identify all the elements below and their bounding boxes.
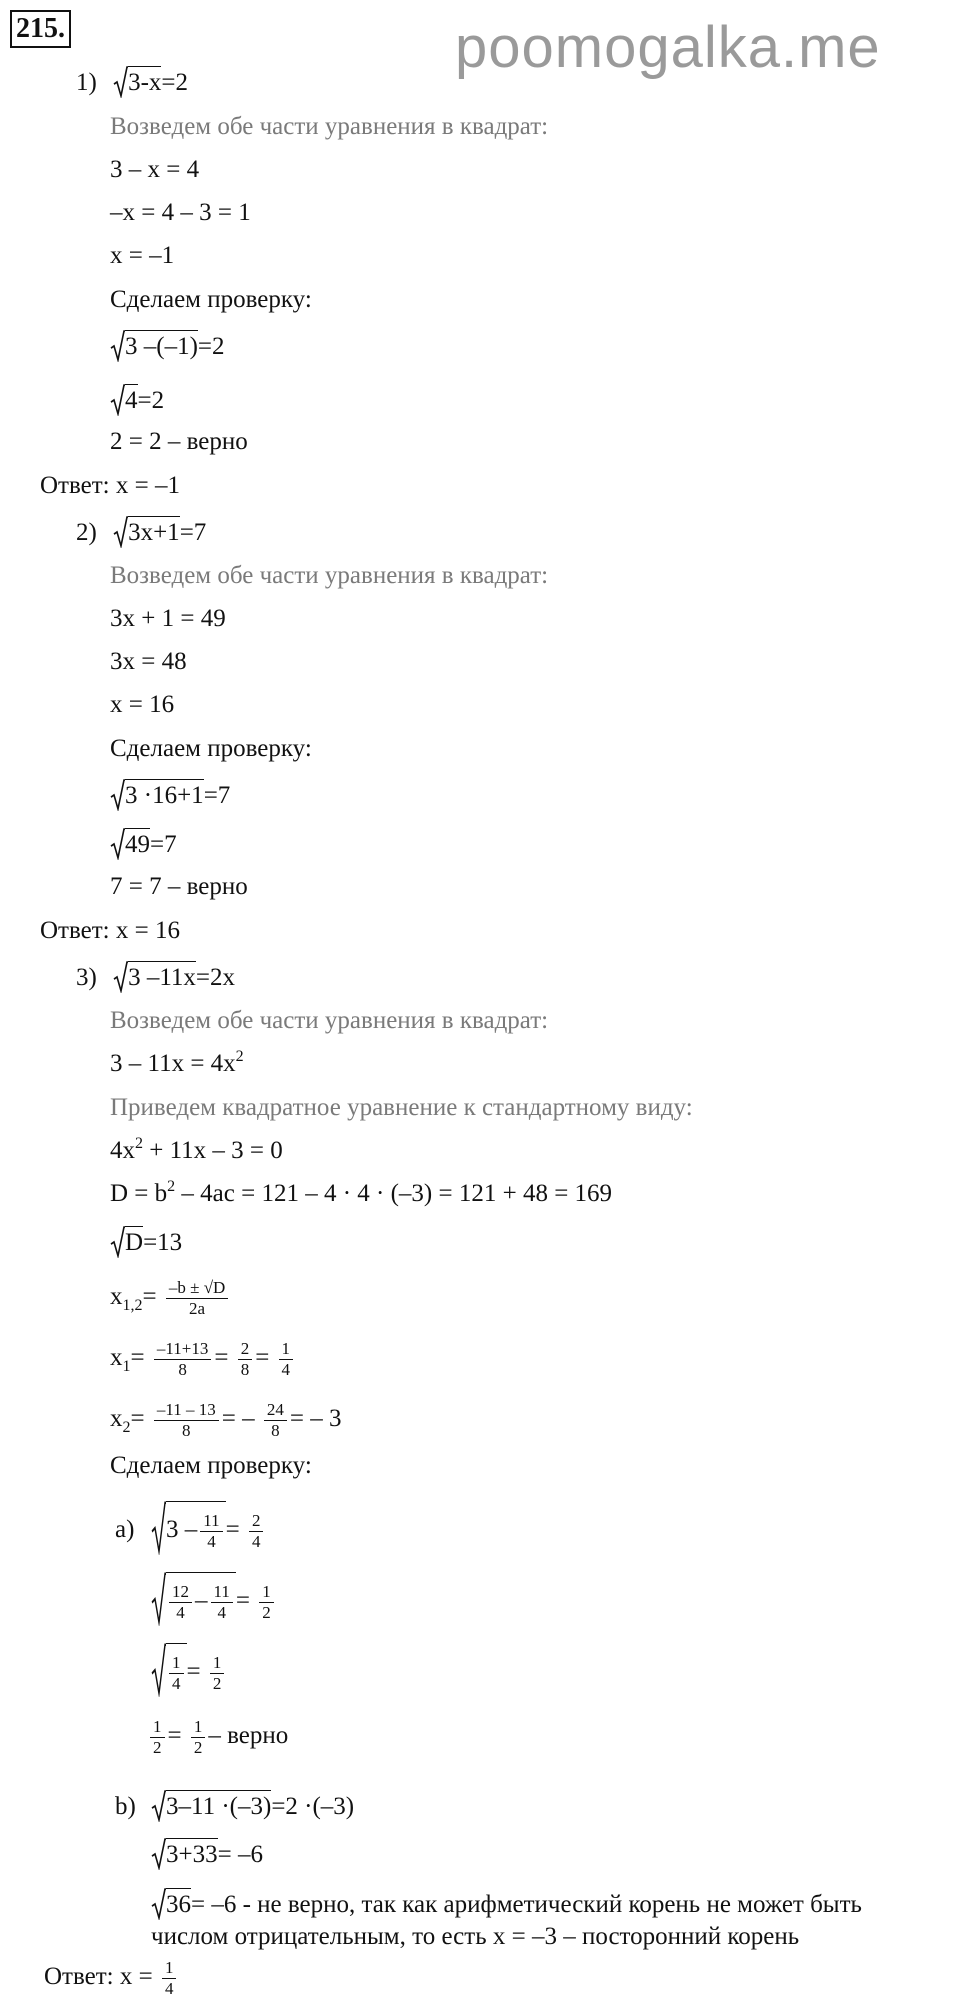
p3-sqrt-d: [110, 1226, 182, 1258]
numerator: 1: [191, 1717, 206, 1738]
var: x: [110, 1405, 123, 1432]
numerator: 1: [150, 1717, 165, 1738]
p3-standard-note: Приведем квадратное уравнение к стандартному виду:: [110, 1094, 693, 1121]
numerator: 12: [169, 1582, 192, 1603]
fraction: [211, 1582, 233, 1623]
p3-equation: [76, 961, 235, 993]
subscript: 2: [122, 1419, 131, 1436]
p2-check-2: [110, 828, 177, 860]
fraction: [210, 1653, 225, 1694]
rhs: = –6: [217, 1841, 263, 1868]
denominator: 4: [176, 1602, 185, 1622]
denominator: 4: [251, 1531, 261, 1551]
rhs: =2: [137, 387, 165, 414]
case-label-b: b): [115, 1793, 136, 1820]
expr: 3 – 11x = 4x: [110, 1050, 236, 1077]
rhs: =2: [197, 333, 225, 360]
p1-step-3: x = –1: [110, 242, 175, 269]
radical: [113, 961, 196, 993]
radicand: 3x+1: [128, 516, 180, 548]
p3-check-a-1: [115, 1501, 266, 1555]
p1-square-note: Возведем обе части уравнения в квадрат:: [110, 113, 549, 140]
eq: =: [214, 1344, 229, 1371]
rhs: =13: [143, 1229, 183, 1256]
denominator: 4: [281, 1359, 291, 1379]
var: x: [110, 1344, 123, 1371]
denominator: 2: [153, 1737, 162, 1757]
eq: =: [130, 1344, 145, 1371]
radical: [151, 1572, 236, 1626]
numerator: 1: [259, 1582, 274, 1603]
subscript: 1,2: [122, 1297, 143, 1314]
p2-answer: Ответ: x = 16: [40, 917, 180, 944]
denominator: 2: [262, 1602, 271, 1622]
eq: =: [142, 1283, 157, 1310]
fraction: [154, 1339, 211, 1380]
p1-step-1: 3 – x = 4: [110, 156, 200, 183]
p2-step-1: 3x + 1 = 49: [110, 605, 226, 632]
radical: [151, 1838, 218, 1870]
verdict: – верно: [208, 1722, 289, 1749]
denominator: 8: [182, 1420, 191, 1440]
p1-answer: Ответ: x = –1: [40, 472, 180, 499]
rhs: =2x: [195, 964, 236, 991]
denominator: 2a: [189, 1298, 206, 1318]
rhs: =2: [161, 69, 189, 96]
expr: D = b: [110, 1180, 168, 1207]
radicand: 3–11 ·(–3): [166, 1790, 271, 1822]
p2-check-heading: Сделаем проверку:: [110, 735, 312, 762]
radicand: 3 –11x: [128, 961, 196, 993]
expr: – 4ac = 121 – 4 · 4 · (–3) = 121 + 48 = 169: [175, 1180, 613, 1207]
fraction: [191, 1717, 206, 1758]
p3-check-a-2: [151, 1572, 277, 1626]
p3-roots-formula: [110, 1274, 231, 1320]
radicand: D: [125, 1226, 143, 1258]
radicand: [166, 1501, 226, 1555]
exponent: 2: [135, 1135, 143, 1152]
p3-step-2: [110, 1136, 283, 1166]
expr: + 11x – 3 = 0: [143, 1137, 283, 1164]
rhs: =7: [150, 831, 177, 858]
expr: 3 –: [166, 1516, 198, 1543]
answer-lead: Ответ: x =: [44, 1963, 153, 1990]
eq: =: [130, 1405, 145, 1432]
radical: [113, 516, 180, 548]
p3-discriminant: [110, 1179, 612, 1209]
numerator: 11: [211, 1582, 233, 1603]
denominator: 4: [164, 1978, 174, 1998]
p3-root-1: [110, 1335, 296, 1381]
denominator: 8: [178, 1359, 187, 1379]
numerator: 1: [210, 1653, 225, 1674]
radicand: 3-x: [128, 66, 161, 98]
p3-label: 3): [76, 964, 97, 991]
numerator: 1: [169, 1653, 184, 1674]
fraction: [162, 1958, 177, 1999]
fraction: [169, 1582, 192, 1623]
fraction: [169, 1653, 184, 1694]
expr: 4x: [110, 1137, 135, 1164]
p3-check-a-4: [147, 1712, 288, 1760]
numerator: –b ± √D: [166, 1278, 228, 1299]
var: x: [110, 1283, 123, 1310]
exponent: 2: [167, 1178, 176, 1195]
radicand: [166, 1643, 187, 1697]
p3-answer: [44, 1954, 179, 2000]
p2-label: 2): [76, 519, 97, 546]
denominator: 8: [271, 1420, 280, 1440]
eq: = –: [221, 1405, 255, 1432]
p1-label: 1): [76, 69, 97, 96]
denominator: 4: [207, 1531, 216, 1551]
denominator: 8: [240, 1359, 250, 1379]
radical: [151, 1643, 187, 1697]
subscript: 1: [122, 1358, 131, 1375]
p2-check-1: [110, 779, 230, 811]
radical: [151, 1790, 271, 1822]
radicand: 3 ·16+1: [125, 779, 204, 811]
p3-check-b-4: числом отрицательным, то есть x = –3 – посторонний корень: [151, 1923, 800, 1950]
eq: =: [167, 1722, 182, 1749]
rhs: =7: [179, 519, 207, 546]
radical: [151, 1501, 226, 1555]
exponent: 2: [235, 1048, 244, 1065]
radical: [110, 384, 138, 416]
radicand: 3 –(–1): [125, 330, 198, 362]
radical: [110, 330, 198, 362]
p3-check-a-3: [151, 1643, 227, 1697]
p2-equation: [76, 516, 206, 548]
fraction: [249, 1511, 264, 1552]
p1-step-2: –x = 4 – 3 = 1: [110, 199, 251, 226]
p1-check-3: 2 = 2 – верно: [110, 428, 248, 455]
eq: =: [235, 1587, 250, 1614]
numerator: –11 – 13: [154, 1400, 219, 1421]
radical: [110, 828, 150, 860]
p3-root-2: [110, 1396, 341, 1442]
rhs: =7: [203, 782, 231, 809]
p1-equation: [76, 66, 188, 98]
radicand: 3+33: [166, 1838, 218, 1870]
rhs: =2 ·(–3): [271, 1793, 355, 1820]
fraction: [279, 1339, 294, 1380]
numerator: 11: [200, 1511, 222, 1532]
fraction: [154, 1400, 219, 1441]
p3-check-b-2: [151, 1838, 263, 1870]
fraction: [150, 1717, 165, 1758]
denominator: 4: [172, 1673, 181, 1693]
explanation: = –6 - не верно, так как арифметический корень не может быть: [191, 1891, 862, 1918]
p1-check-heading: Сделаем проверку:: [110, 286, 312, 313]
numerator: 1: [279, 1339, 294, 1360]
p3-square-note: Возведем обе части уравнения в квадрат:: [110, 1007, 549, 1034]
radicand: 49: [125, 828, 150, 860]
numerator: 2: [249, 1511, 264, 1532]
p2-step-2: 3x = 48: [110, 648, 187, 675]
radical: [110, 1226, 143, 1258]
p3-check-heading: Сделаем проверку:: [110, 1452, 312, 1479]
p3-step-1: [110, 1049, 244, 1079]
watermark: poomogalka.me: [455, 15, 881, 80]
p3-check-b-3: [151, 1888, 862, 1920]
numerator: 2: [238, 1339, 253, 1360]
fraction: [264, 1400, 287, 1441]
eq: = – 3: [289, 1405, 342, 1432]
fraction: [259, 1582, 274, 1623]
denominator: 2: [193, 1737, 203, 1757]
numerator: –11+13: [154, 1339, 211, 1360]
fraction: [238, 1339, 253, 1380]
p1-check-2: [110, 384, 164, 416]
eq: =: [225, 1516, 240, 1543]
numerator: 24: [264, 1400, 287, 1421]
p2-square-note: Возведем обе части уравнения в квадрат:: [110, 562, 549, 589]
numerator: 1: [162, 1958, 177, 1979]
problem-number: 215.: [10, 10, 71, 48]
radicand: [166, 1572, 236, 1626]
p1-check-1: [110, 330, 225, 362]
case-label-a: a): [115, 1516, 135, 1543]
denominator: 4: [217, 1602, 226, 1622]
fraction: [166, 1278, 228, 1319]
radicand: 36: [166, 1888, 191, 1920]
p2-step-3: x = 16: [110, 691, 175, 718]
p3-check-b-1: [115, 1790, 354, 1822]
radicand: 4: [125, 384, 138, 416]
fraction: [200, 1511, 222, 1552]
minus: –: [195, 1587, 208, 1614]
radical: [110, 779, 204, 811]
radical: [151, 1888, 191, 1920]
eq: =: [186, 1658, 201, 1685]
eq: =: [255, 1344, 270, 1371]
p2-check-3: 7 = 7 – верно: [110, 873, 248, 900]
radical: [113, 66, 161, 98]
denominator: 2: [212, 1673, 222, 1693]
